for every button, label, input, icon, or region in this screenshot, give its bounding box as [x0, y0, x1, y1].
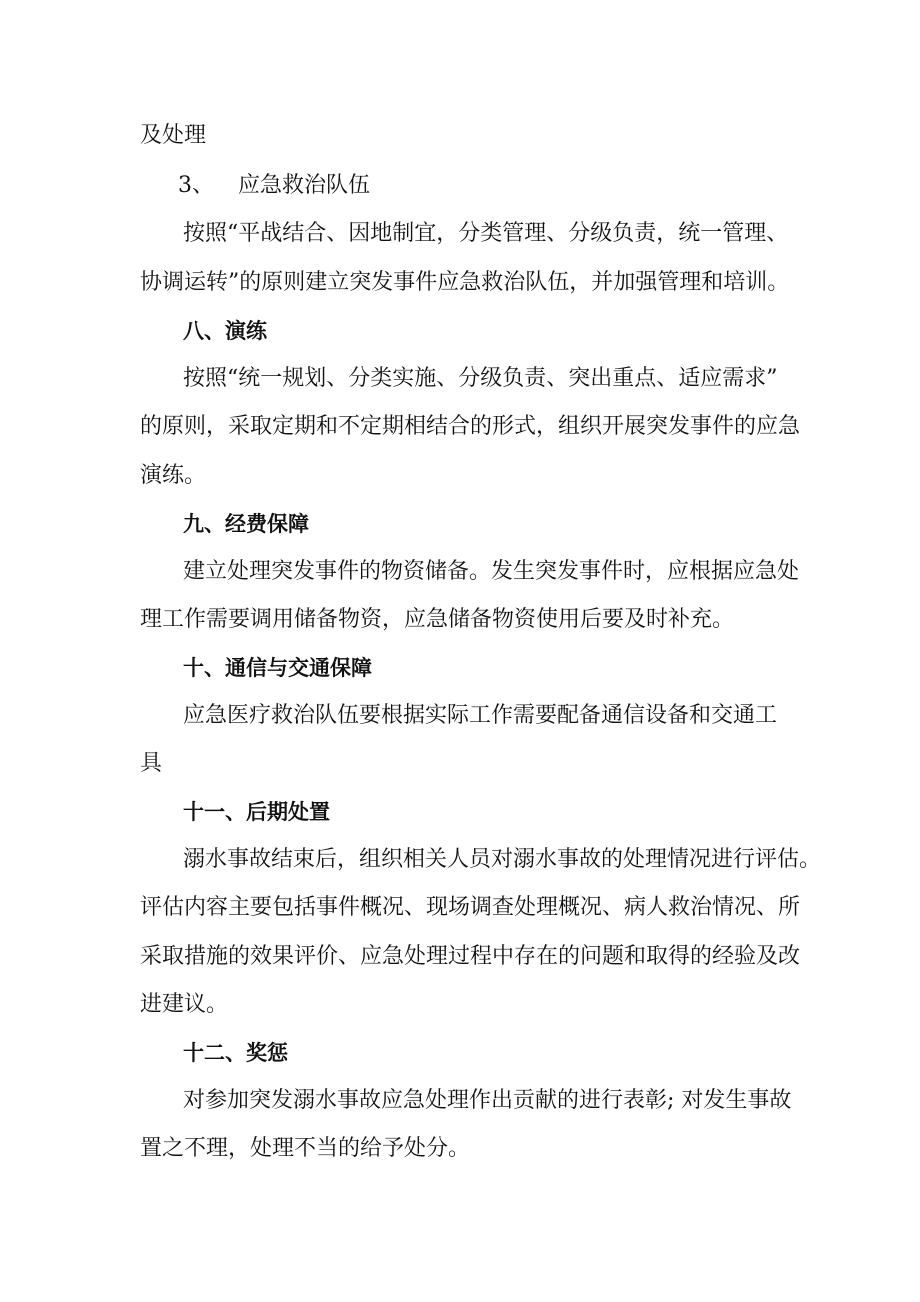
section-heading: 八、演练 — [183, 319, 267, 343]
section-heading: 十、通信与交通保障 — [183, 656, 372, 680]
paragraph-line: 按照“平战结合、因地制宜，分类管理、分级负责，统一管理、 — [183, 221, 789, 246]
section-heading: 九、经费保障 — [183, 512, 309, 536]
paragraph-line: 应急医疗救治队伍要根据实际工作需要配备通信设备和交通工 — [183, 703, 778, 728]
paragraph-line: 理工作需要调用储备物资，应急储备物资使用后要及时补充。 — [140, 607, 735, 632]
paragraph-line: 采取措施的效果评价、应急处理过程中存在的问题和取得的经验及改 — [140, 944, 801, 969]
paragraph-line: 按照“统一规划、分类实施、分级负责、突出重点、适应需求” — [183, 366, 778, 391]
paragraph-line: 评估内容主要包括事件概况、现场调查处理概况、病人救治情况、所 — [140, 895, 801, 920]
section-heading: 十一、后期处置 — [183, 800, 330, 824]
paragraph-line: 溺水事故结束后，组织相关人员对溺水事故的处理情况进行评估。 — [183, 847, 822, 872]
paragraph-line: 进建议。 — [140, 992, 229, 1017]
paragraph-line: 演练。 — [140, 463, 207, 488]
paragraph-line: 协调运转”的原则建立突发事件应急救治队伍，并加强管理和培训。 — [140, 270, 790, 295]
paragraph-line: 置之不理，处理不当的给予处分。 — [140, 1136, 471, 1161]
paragraph-line: 建立处理突发事件的物资储备。发生突发事件时，应根据应急处 — [183, 559, 800, 584]
continuation-text: 及处理 — [140, 123, 207, 148]
item-number: 3、 — [178, 173, 214, 198]
paragraph-line: 对参加突发溺水事故应急处理作出贡献的进行表彰; 对发生事故 — [183, 1088, 792, 1113]
item-title: 应急救治队伍 — [238, 173, 371, 198]
paragraph-line: 具 — [140, 751, 163, 776]
paragraph-line: 的原则，采取定期和不定期相结合的形式，组织开展突发事件的应急 — [140, 414, 801, 439]
section-heading: 十二、奖惩 — [183, 1041, 288, 1065]
